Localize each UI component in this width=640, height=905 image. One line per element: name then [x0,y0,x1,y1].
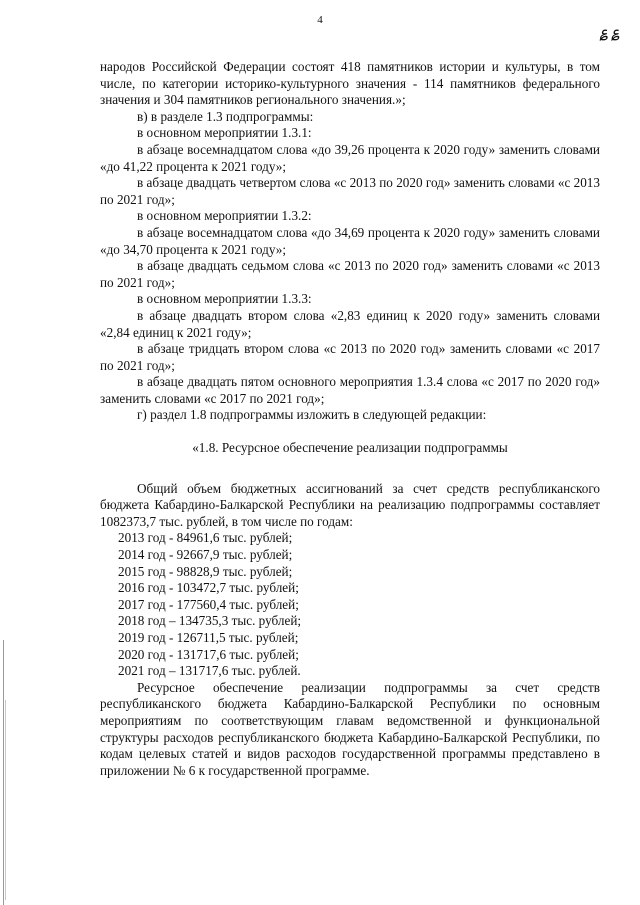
list-item: 2018 год – 134735,3 тыс. рублей; [118,613,302,629]
list-item: 2014 год - 92667,9 тыс. рублей; [118,547,293,563]
scan-edge-line [5,700,6,900]
paragraph-amendment: в абзаце восемнадцатом слова «до 34,69 процента к 2020 году» заменить словами «до 34,70 процента к 2021 году»; [100,224,600,257]
paragraph-amendment: в абзаце двадцать седьмом слова «с 2013 по 2020 год» заменить словами «с 2013 по 2021 год»; [100,258,600,290]
funding-intro: Общий объем бюджетных ассигнований за счет средств республиканского бюджета Кабардино-Балкарской Республики на реализацию подпрограммы составляет 1082373,7 тыс. рублей, в том числе по годам: [100,480,600,529]
list-item: 2016 год - 103472,7 тыс. рублей; [118,580,299,596]
paragraph-amendment: в абзаце тридцать втором слова «с 2013 по 2020 год» заменить словами «с 2017 по 2021 год»; [100,341,600,373]
list-item: 2019 год - 126711,5 тыс. рублей; [118,630,299,645]
scan-edge-line [3,640,4,905]
paragraph-activity-1-3-3: в основном мероприятии 1.3.3: [137,291,312,307]
paragraph-activity-1-3-2: в основном мероприятии 1.3.2: [137,208,312,224]
paragraph-amendment: в абзаце восемнадцатом слова «до 39,26 процента к 2020 году» заменить словами «до 41,22 процента к 2021 году»; [100,141,600,174]
paragraph-amendment: в абзаце двадцать четвертом слова «с 2013 по 2020 год» заменить словами «с 2013 по 2021 год»; [100,175,600,207]
page-number: 4 [317,14,323,26]
funding-by-year-list [100,530,600,679]
paragraph-section-1-3: в) в разделе 1.3 подпрограммы: [137,108,314,124]
closing-paragraph: Ресурсное обеспечение реализации подпрограммы за счет средств республиканского бюджета Кабардино-Балкарской Республики по основным мероприятиям по соответствующим главам ведомственной и функциональной структуры расходов республиканского бюджета Кабардино-Балкарской Республики, по кодам целевых статей и видов расходов государственной программы представлено в приложении № 6 к государственной программе. [100,679,600,778]
paragraph-amendment: в абзаце двадцать втором слова «2,83 единиц к 2020 году» заменить словами «2,84 единиц к 2021 году»; [100,307,600,340]
section-heading: «1.8. Ресурсное обеспечение реализации подпрограммы [192,440,508,456]
paragraph-continuation: народов Российской Федерации состоят 418 памятников истории и культуры, в том числе, по категории историко-культурного значения - 114 памятников федерального значения и 304 памятников регионального значения.»; [100,59,600,108]
list-item: 2017 год - 177560,4 тыс. рублей; [118,596,299,612]
paragraph-section-1-8: г) раздел 1.8 подпрограммы изложить в следующей редакции: [137,407,487,423]
list-item: 2015 год - 98828,9 тыс. рублей; [118,563,293,579]
list-item: 2013 год - 84961,6 тыс. рублей; [118,530,293,546]
handwritten-mark: ؏ ؏ [600,25,620,40]
list-item: 2021 год – 131717,6 тыс. рублей. [118,663,301,679]
document-body [100,59,600,779]
paragraph-activity-1-3-1: в основном мероприятии 1.3.1: [137,125,312,141]
list-item: 2020 год - 131717,6 тыс. рублей; [118,646,299,662]
paragraph-amendment: в абзаце двадцать пятом основного мероприятия 1.3.4 слова «с 2017 по 2020 год» заменить словами «с 2017 по 2021 год»; [100,374,600,406]
